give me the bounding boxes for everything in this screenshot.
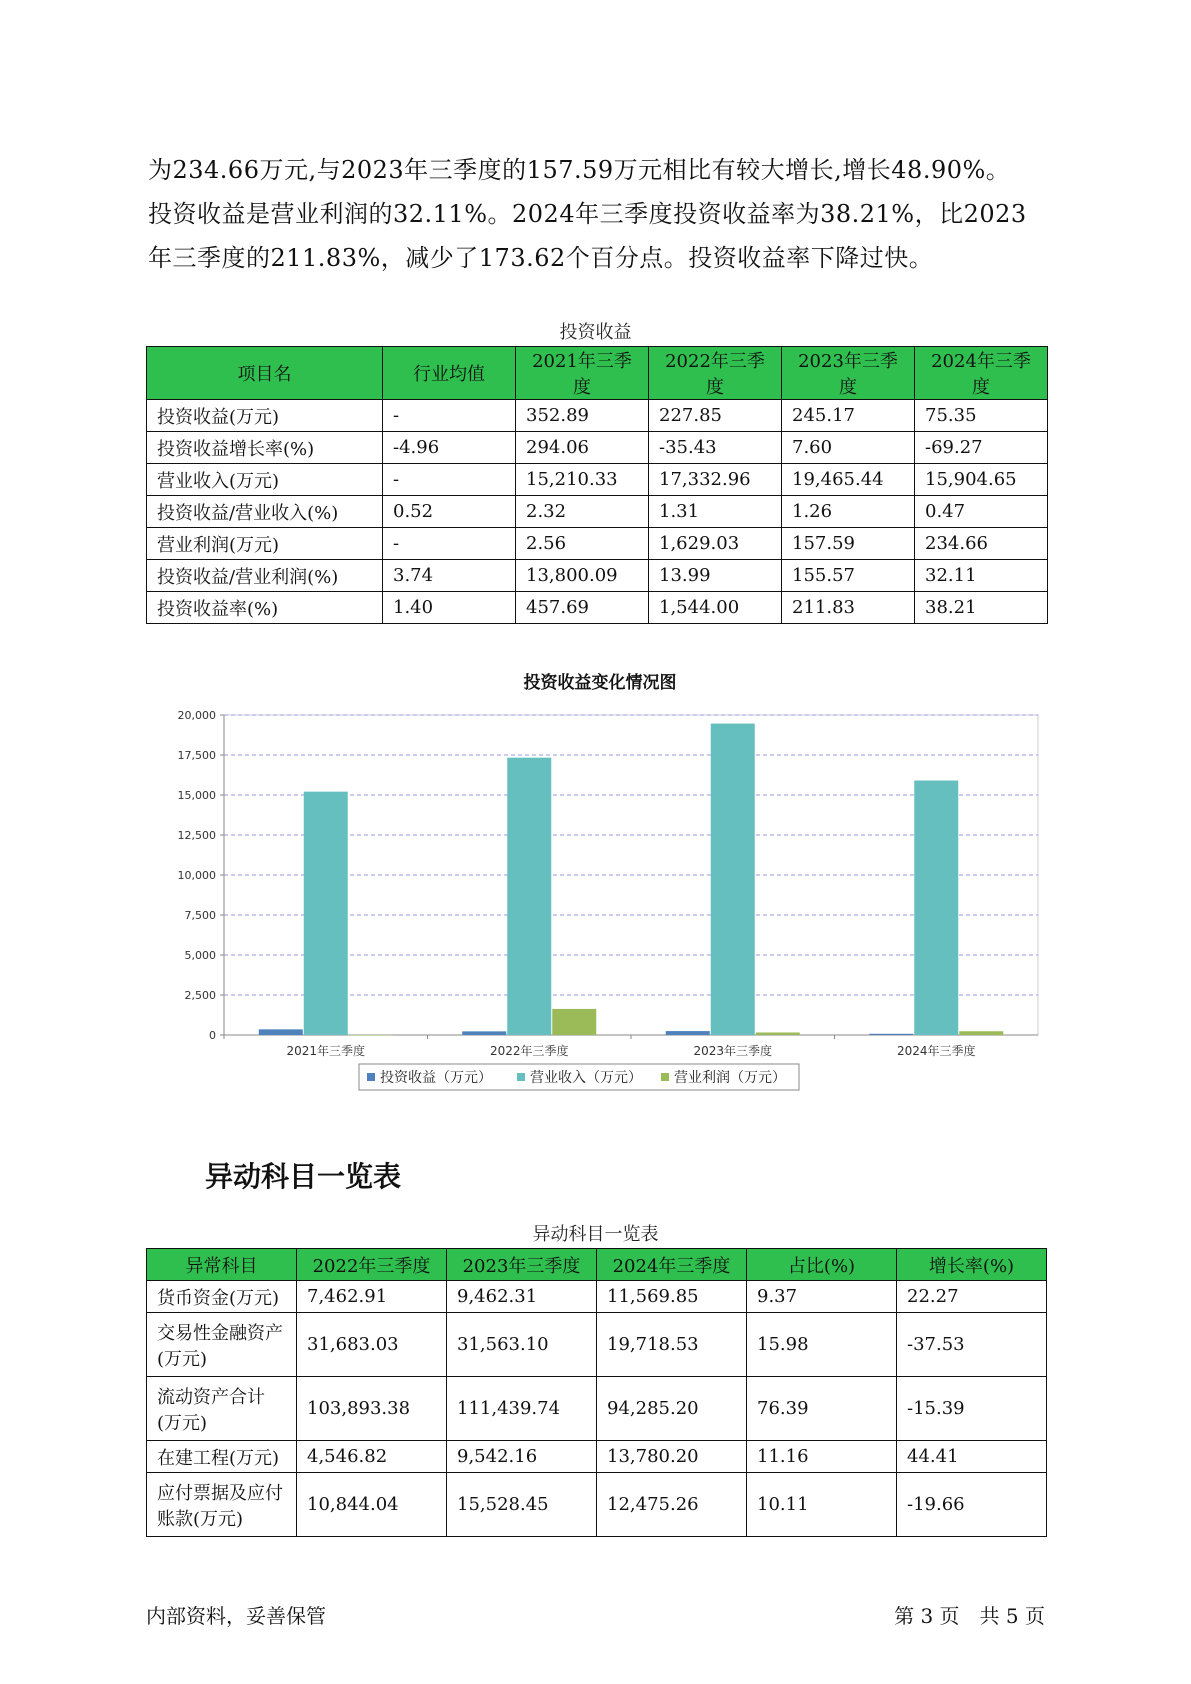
table-row [147, 1441, 1047, 1473]
table-cell: 15.98 [747, 1313, 897, 1377]
x-tick-label: 2021年三季度 [286, 1044, 366, 1058]
row-label: 在建工程(万元) [147, 1441, 297, 1473]
table-cell: 15,904.65 [915, 464, 1048, 496]
y-tick-label: 0 [209, 1029, 216, 1042]
table-row [147, 464, 1048, 496]
table-cell: 15,210.33 [516, 464, 649, 496]
column-header: 行业均值 [383, 347, 516, 400]
table-cell: -19.66 [897, 1473, 1047, 1537]
table-cell: 1,629.03 [649, 528, 782, 560]
table-row [147, 432, 1048, 464]
table-cell: 13,800.09 [516, 560, 649, 592]
bar [304, 792, 348, 1035]
table-cell: - [383, 528, 516, 560]
row-label: 投资收益/营业收入(%) [147, 496, 383, 528]
table-cell: 103,893.38 [297, 1377, 447, 1441]
column-header: 2024年三季度 [915, 347, 1048, 400]
bar [666, 1031, 710, 1035]
table-cell: 1.26 [782, 496, 915, 528]
table-cell: 227.85 [649, 400, 782, 432]
investment-income-table [146, 346, 1048, 624]
bar [552, 1009, 596, 1035]
table-row [147, 1377, 1047, 1441]
column-header: 占比(%) [747, 1249, 897, 1281]
table-cell: 76.39 [747, 1377, 897, 1441]
table-cell: 13,780.20 [597, 1441, 747, 1473]
column-header: 2022年三季度 [649, 347, 782, 400]
row-label: 交易性金融资产(万元) [147, 1313, 297, 1377]
table-cell: 1,544.00 [649, 592, 782, 624]
table-cell: 2.32 [516, 496, 649, 528]
table-header-row [147, 347, 1048, 400]
table-cell: 1.31 [649, 496, 782, 528]
table-cell: -4.96 [383, 432, 516, 464]
row-label: 投资收益增长率(%) [147, 432, 383, 464]
y-tick-label: 10,000 [177, 869, 216, 882]
table-cell: 1.40 [383, 592, 516, 624]
legend-swatch [661, 1073, 669, 1081]
table-cell: 9.37 [747, 1281, 897, 1313]
table-cell: 11.16 [747, 1441, 897, 1473]
bar [869, 1034, 913, 1035]
bar [914, 781, 958, 1035]
table-cell: 15,528.45 [447, 1473, 597, 1537]
column-header: 2021年三季度 [516, 347, 649, 400]
chart-title: 投资收益变化情况图 [523, 673, 677, 693]
paragraph-line: 为234.66万元,与2023年三季度的157.59万元相比有较大增长,增长48.90%。 [148, 156, 1011, 184]
legend-label: 投资收益（万元） [380, 1070, 492, 1086]
x-tick-label: 2022年三季度 [489, 1044, 569, 1058]
bar [959, 1031, 1003, 1035]
x-tick-label: 2024年三季度 [896, 1044, 976, 1058]
bar [756, 1032, 800, 1035]
table-cell: 111,439.74 [447, 1377, 597, 1441]
table-cell: 12,475.26 [597, 1473, 747, 1537]
table-cell: 294.06 [516, 432, 649, 464]
column-header: 2024年三季度 [597, 1249, 747, 1281]
y-tick-label: 15,000 [177, 789, 216, 802]
table-row [147, 1473, 1047, 1537]
row-label: 营业利润(万元) [147, 528, 383, 560]
table-cell: 211.83 [782, 592, 915, 624]
table-cell: 38.21 [915, 592, 1048, 624]
table-row [147, 592, 1048, 624]
x-tick-label: 2023年三季度 [693, 1044, 773, 1058]
table-cell: 4,546.82 [297, 1441, 447, 1473]
legend-swatch [367, 1073, 375, 1081]
table-cell: - [383, 400, 516, 432]
table-cell: 13.99 [649, 560, 782, 592]
paragraph-line: 年三季度的211.83%，减少了173.62个百分点。投资收益率下降过快。 [148, 244, 934, 272]
row-label: 流动资产合计(万元) [147, 1377, 297, 1441]
table-cell: 3.74 [383, 560, 516, 592]
table-cell: -37.53 [897, 1313, 1047, 1377]
investment-chart [146, 664, 1046, 1124]
table-row [147, 1313, 1047, 1377]
row-label: 投资收益率(%) [147, 592, 383, 624]
table-cell: - [383, 464, 516, 496]
table-cell: 11,569.85 [597, 1281, 747, 1313]
row-label: 营业收入(万元) [147, 464, 383, 496]
table-cell: 245.17 [782, 400, 915, 432]
legend-swatch [517, 1073, 525, 1081]
row-label: 货币资金(万元) [147, 1281, 297, 1313]
table-cell: 0.52 [383, 496, 516, 528]
table-cell: 155.57 [782, 560, 915, 592]
y-tick-label: 20,000 [177, 709, 216, 722]
table-cell: 9,462.31 [447, 1281, 597, 1313]
table-cell: 17,332.96 [649, 464, 782, 496]
table-cell: 31,683.03 [297, 1313, 447, 1377]
section-heading: 异动科目一览表 [205, 1160, 402, 1193]
row-label: 投资收益(万元) [147, 400, 383, 432]
table-header-row [147, 1249, 1047, 1281]
table-cell: 75.35 [915, 400, 1048, 432]
table-cell: 234.66 [915, 528, 1048, 560]
row-label: 应付票据及应付账款(万元) [147, 1473, 297, 1537]
legend-label: 营业利润（万元） [674, 1070, 786, 1086]
table-cell: 94,285.20 [597, 1377, 747, 1441]
table-cell: 0.47 [915, 496, 1048, 528]
table-cell: 19,718.53 [597, 1313, 747, 1377]
table-cell: 32.11 [915, 560, 1048, 592]
y-tick-label: 7,500 [184, 909, 216, 922]
table-cell: -35.43 [649, 432, 782, 464]
footer-confidential-note: 内部资料，妥善保管 [146, 1604, 326, 1628]
row-label: 投资收益/营业利润(%) [147, 560, 383, 592]
table-cell: 22.27 [897, 1281, 1047, 1313]
table-row [147, 496, 1048, 528]
table-cell: 19,465.44 [782, 464, 915, 496]
bar [507, 758, 551, 1035]
table-row [147, 528, 1048, 560]
column-header: 2023年三季度 [447, 1249, 597, 1281]
table-row [147, 560, 1048, 592]
y-tick-label: 12,500 [177, 829, 216, 842]
table-cell: -69.27 [915, 432, 1048, 464]
table-caption-abnormal: 异动科目一览表 [532, 1224, 659, 1245]
legend-label: 营业收入（万元） [530, 1070, 642, 1086]
bar [711, 724, 755, 1035]
table-cell: -15.39 [897, 1377, 1047, 1441]
column-header: 增长率(%) [897, 1249, 1047, 1281]
analysis-paragraph [148, 148, 1048, 280]
table-cell: 10,844.04 [297, 1473, 447, 1537]
table-cell: 7,462.91 [297, 1281, 447, 1313]
table-cell: 9,542.16 [447, 1441, 597, 1473]
table-cell: 2.56 [516, 528, 649, 560]
footer-page-number: 第 3 页 共 5 页 [894, 1604, 1045, 1628]
table-cell: 7.60 [782, 432, 915, 464]
y-tick-label: 5,000 [184, 949, 216, 962]
column-header: 2022年三季度 [297, 1249, 447, 1281]
column-header: 异常科目 [147, 1249, 297, 1281]
table-cell: 31,563.10 [447, 1313, 597, 1377]
table-cell: 157.59 [782, 528, 915, 560]
bar [349, 1035, 393, 1036]
bar [259, 1029, 303, 1035]
column-header: 项目名 [147, 347, 383, 400]
table-caption-investment: 投资收益 [559, 322, 632, 343]
table-row [147, 400, 1048, 432]
table-cell: 10.11 [747, 1473, 897, 1537]
table-cell: 44.41 [897, 1441, 1047, 1473]
table-cell: 352.89 [516, 400, 649, 432]
y-tick-label: 2,500 [184, 989, 216, 1002]
y-tick-label: 17,500 [177, 749, 216, 762]
abnormal-items-table [146, 1248, 1047, 1537]
column-header: 2023年三季度 [782, 347, 915, 400]
bar-chart-svg [146, 664, 1046, 1124]
paragraph-line: 投资收益是营业利润的32.11%。2024年三季度投资收益率为38.21%，比2023 [148, 200, 1027, 228]
table-row [147, 1281, 1047, 1313]
table-cell: 457.69 [516, 592, 649, 624]
bar [462, 1031, 506, 1035]
